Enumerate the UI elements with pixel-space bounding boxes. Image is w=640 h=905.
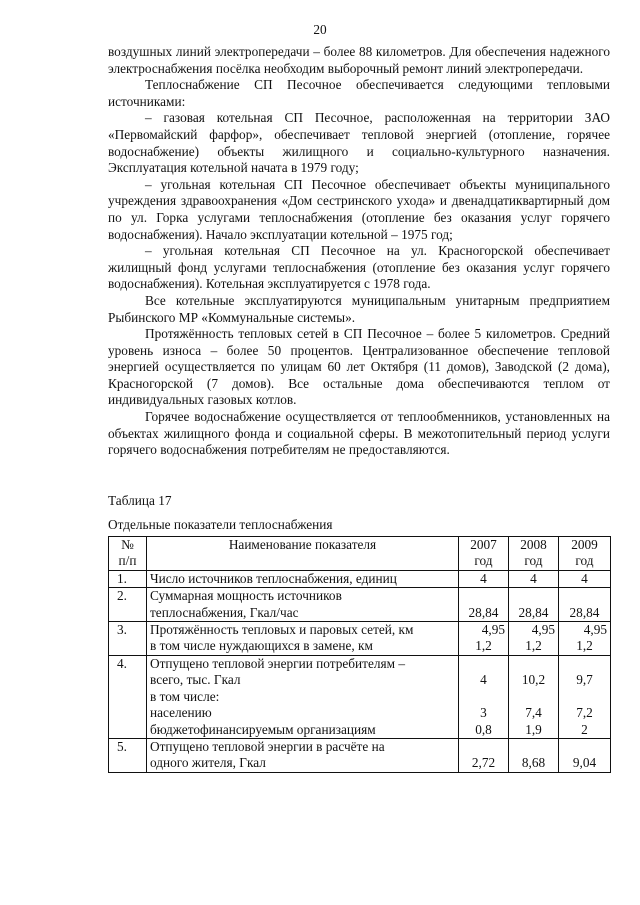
paragraph-operator: Все котельные эксплуатируются муниципальным унитарным предприятием Рыбинского МР «Коммунальные системы». xyxy=(108,292,610,325)
paragraph-power-lines: воздушных линий электропередачи – более 88 километров. Для обеспечения надежного электроснабжения посёлка необходим выборочный ремонт линий электропередачи. xyxy=(108,44,610,76)
page-number: 20 xyxy=(313,22,327,37)
table-row xyxy=(109,588,611,622)
row-value-2009: 4 xyxy=(559,570,611,587)
row-value-2009: 4,95 1,2 xyxy=(559,622,611,656)
row-value-2008: 10,2 7,4 1,9 xyxy=(509,655,559,738)
row-value-2008: 4 xyxy=(509,570,559,587)
table-label: Таблица 17 xyxy=(108,492,172,508)
header-2009: 2009 год xyxy=(559,537,611,571)
paragraph-coal-boiler-2: – угольная котельная СП Песочное на ул. Красногорской обеспечивает жилищный фонд услугами теплоснабжения (отопление без оказания услуг горячего водоснабжения). Котельная эксплуатируется с 1978 года. xyxy=(108,243,610,292)
row-value-2008: 28,84 xyxy=(509,588,559,622)
row-num: 5. xyxy=(109,738,147,772)
table-row xyxy=(109,622,611,656)
paragraph-heat-networks: Протяжённость тепловых сетей в СП Песочное – более 5 километров. Средний уровень износа – более 50 процентов. Централизованное обеспечение тепловой энергией осуществляется по улицам 60 лет Октября (11 домов), Заводской (2 дома), Красногорской (7 домов). Все остальные дома обеспечиваются теплом от индивидуальных газовых котлов. xyxy=(108,326,610,408)
row-value-2008: 4,95 1,2 xyxy=(509,622,559,656)
paragraph-gas-boiler: – газовая котельная СП Песочное, расположенная на территории ЗАО «Первомайский фарфор», обеспечивает тепловой энергией (отопление, горячее водоснабжение) объекты жилищного и социально-культурного назначения. Эксплуатация котельной начата в 1979 году; xyxy=(108,110,610,176)
row-value-2007: 4 xyxy=(459,570,509,587)
row-value-2007: 4,95 1,2 xyxy=(459,622,509,656)
paragraph-coal-boiler-1: – угольная котельная СП Песочное обеспечивает объекты муниципального учреждения здравоохранения «Дом сестринского ухода» и двенадцатиквартирный дом по ул. Горка услугами теплоснабжения (отопление без оказания услуг горячего водоснабжения). Начало эксплуатации котельной – 1975 год; xyxy=(108,176,610,242)
row-num: 3. xyxy=(109,622,147,656)
paragraph-heat-intro: Теплоснабжение СП Песочное обеспечивается следующими тепловыми источниками: xyxy=(108,77,610,109)
row-num: 2. xyxy=(109,588,147,622)
row-name: Отпущено тепловой энергии потребителям – всего, тыс. Гкал в том числе: населению бюджетофинансируемым организациям xyxy=(147,655,459,738)
table-header-row xyxy=(109,537,611,571)
paragraph-hot-water: Горячее водоснабжение осуществляется от теплообменников, установленных на объектах жилищного фонда и социальной сферы. В межотопительный период услуги горячего водоснабжения потребителям не предоставляются. xyxy=(108,409,610,458)
row-name: Протяжённость тепловых и паровых сетей, км в том числе нуждающихся в замене, км xyxy=(147,622,459,656)
row-value-2007: 4 3 0,8 xyxy=(459,655,509,738)
row-name: Суммарная мощность источников теплоснабжения, Гкал/час xyxy=(147,588,459,622)
header-num: № п/п xyxy=(109,537,147,571)
table-row xyxy=(109,738,611,772)
row-value-2009: 28,84 xyxy=(559,588,611,622)
header-name: Наименование показателя xyxy=(147,537,459,571)
table-row xyxy=(109,655,611,738)
document-body xyxy=(108,44,610,773)
row-value-2007: 28,84 xyxy=(459,588,509,622)
table-title: Отдельные показатели теплоснабжения xyxy=(108,517,333,533)
row-num: 1. xyxy=(109,570,147,587)
row-num: 4. xyxy=(109,655,147,738)
row-value-2009: 9,04 xyxy=(559,738,611,772)
row-value-2009: 9,7 7,2 2 xyxy=(559,655,611,738)
row-name: Число источников теплоснабжения, единиц xyxy=(147,570,459,587)
header-2008: 2008 год xyxy=(509,537,559,571)
header-2007: 2007 год xyxy=(459,537,509,571)
row-value-2008: 8,68 xyxy=(509,738,559,772)
row-name: Отпущено тепловой энергии в расчёте на одного жителя, Гкал xyxy=(147,738,459,772)
table-row xyxy=(109,570,611,587)
row-value-2007: 2,72 xyxy=(459,738,509,772)
heat-supply-table xyxy=(108,536,611,773)
